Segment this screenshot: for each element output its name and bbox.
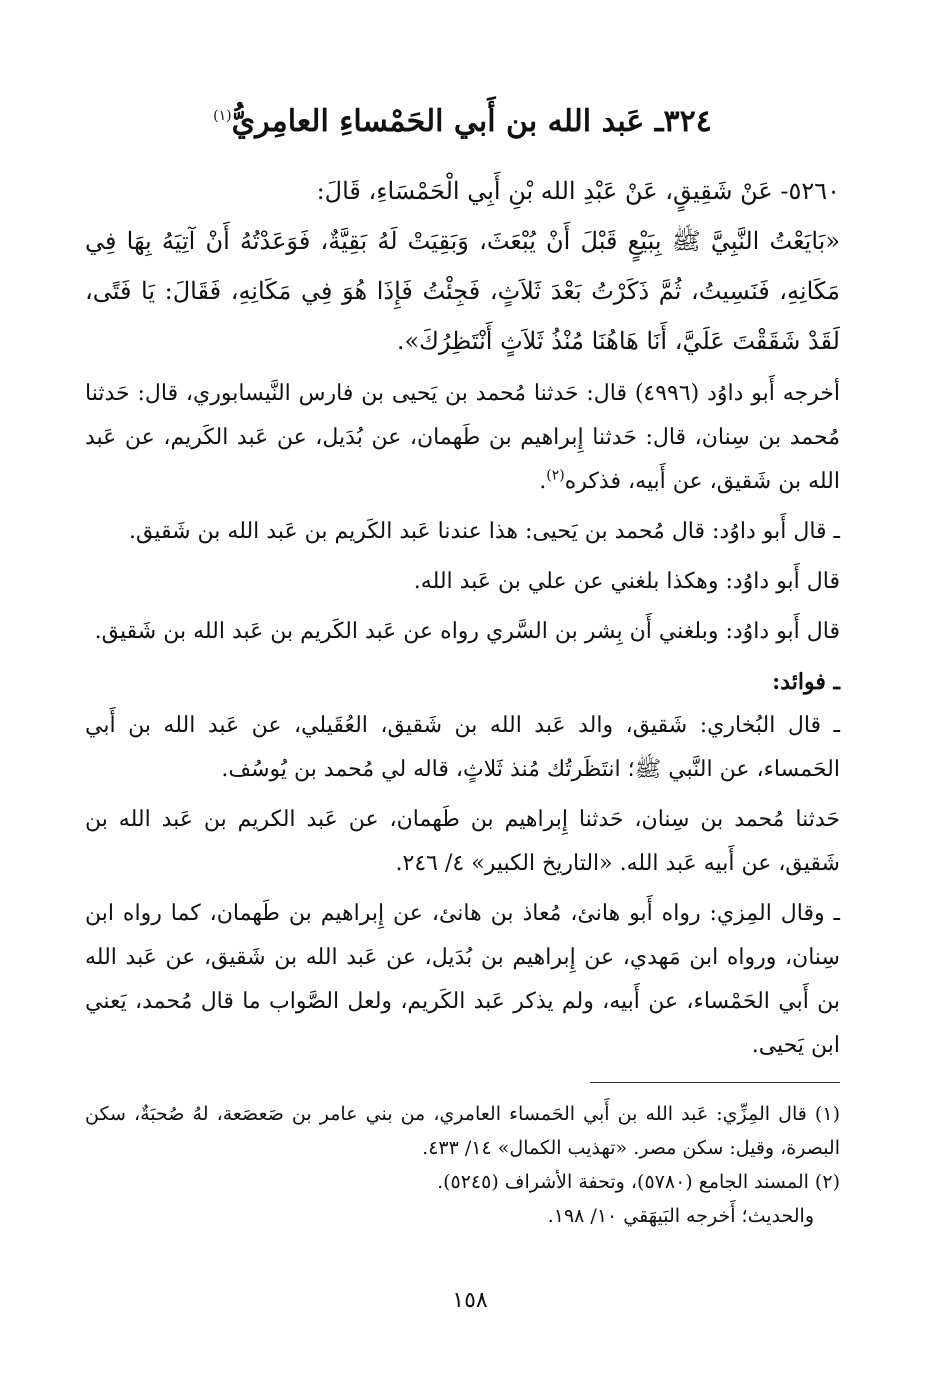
- footnote-2-continued: والحديث؛ أَخرجه البَيهَقي ١٠/ ١٩٨.: [547, 1205, 814, 1227]
- page-body: [85, 100, 840, 1233]
- footnote-divider: [590, 1082, 840, 1083]
- page-number: ١٥٨: [452, 1288, 488, 1313]
- fawaid-paragraph: حَدثنا مُحمد بن سِنان، حَدثنا إِبراهيم بن طَهمان، عن عَبد الكريم بن عَبد الله بن شَقيق، عن أَبيه عَبد الله. «التاريخ الكبير» ٤/ ٢٤٦.: [85, 807, 840, 876]
- chapter-title-text: ٣٢٤ـ عَبد الله بن أَبي الحَمْساءِ العامِريُّ: [231, 104, 712, 139]
- fawaid-paragraph: ـ وقال المِزي: رواه أَبو هانئ، مُعاذ بن هانئ، عن إِبراهيم بن طَهمان، كما رواه ابن سِنان، ورواه ابن مَهدي، عن إِبراهيم بن بُدَيل، عن عَبد الله بن شَقيق، عن عَبد الله بن أَبي الحَمْساء، عن أَبيه، ولم يذكر عَبد الكَريم، ولعل الصَّواب ما قال مُحمد، يَعني ابن يَحيى.: [85, 901, 840, 1058]
- fawaid-paragraph: ـ قال البُخاري: شَقيق، والد عَبد الله بن شَقيق، العُقَيلي، عن عَبد الله بن أَبي الحَمساء، عن النَّبي ﷺ؛ انتَظَرتُك مُنذ ثَلاثٍ، قاله لي مُحمد بن يُوسُف.: [85, 713, 840, 782]
- chapter-title: [85, 100, 840, 144]
- footnote-1: (١) قال المِزِّي: عَبد الله بن أَبي الحَمساء العامري، من بني عامر بن صَعصَعة، لهُ صُحبَةٌ، سكن البصرة، وقيل: سكن مصر. «تهذيب الكمال» ١٤/ ٤٣٣.: [85, 1103, 840, 1159]
- footnote-ref-2[interactable]: (٢): [546, 467, 565, 484]
- fawaid-heading: ـ فوائد:: [772, 669, 840, 695]
- note-paragraph: قال أَبو داوُد: وبلغني أَن بِشر بن السَّري رواه عن عَبد الكَريم بن عَبد الله بن شَقيق.: [94, 619, 840, 644]
- footnote-ref-1[interactable]: (١): [213, 108, 232, 124]
- note-paragraph: قال أَبو داوُد: وهكذا بلغني عن علي بن عَبد الله.: [413, 569, 840, 594]
- takhrij-paragraph: [85, 372, 840, 504]
- footnote-2: (٢) المسند الجامع (٥٧٨٠)، وتحفة الأشراف (٥٢٤٥).: [437, 1171, 840, 1193]
- hadith-text: [85, 166, 840, 366]
- note-paragraph: ـ قال أَبو داوُد: قال مُحمد بن يَحيى: هذا عندنا عَبد الكَريم بن عَبد الله بن شَقيق.: [129, 519, 840, 544]
- takhrij-end: .: [539, 469, 547, 494]
- footnotes: [85, 1097, 840, 1233]
- hadith-isnad: ٥٢٦٠- عَنْ شَقِيقٍ، عَنْ عَبْدِ الله بْنِ أَبِي الْحَمْسَاءِ، قَالَ:: [316, 177, 840, 205]
- hadith-matn: «بَايَعْتُ النَّبِيَّ ﷺ بِبَيْعٍ قَبْلَ أَنْ يُبْعَثَ، وَبَقِيَتْ لَهُ بَقِيَّةٌ، فَوَعَدْتُهُ أَنْ آتِيَهُ بِهَا فِي مَكَانِهِ، فَنَسِيتُ، ثُمَّ ذَكَرْتُ بَعْدَ ثَلاَثٍ، فَجِئْتُ فَإِذَا هُوَ فِي مَكَانِهِ، فَقَالَ: يَا فَتًى، لَقَدْ شَقَقْتَ عَلَيَّ، أَنَا هَاهُنَا مُنْذُ ثَلاَثٍ أَنْتَظِرُكَ».: [85, 227, 840, 355]
- takhrij-text: أخرجه أَبو داوُد (٤٩٩٦) قال: حَدثنا مُحمد بن يَحيى بن فارس النَّيسابوري، قال: حَدثنا مُحمد بن سِنان، قال: حَدثنا إِبراهيم بن طَهمان، عن بُدَيل، عن عَبد الكَريم، عن عَبد الله بن شَقيق، عن أَبيه، فذكره: [85, 381, 840, 494]
